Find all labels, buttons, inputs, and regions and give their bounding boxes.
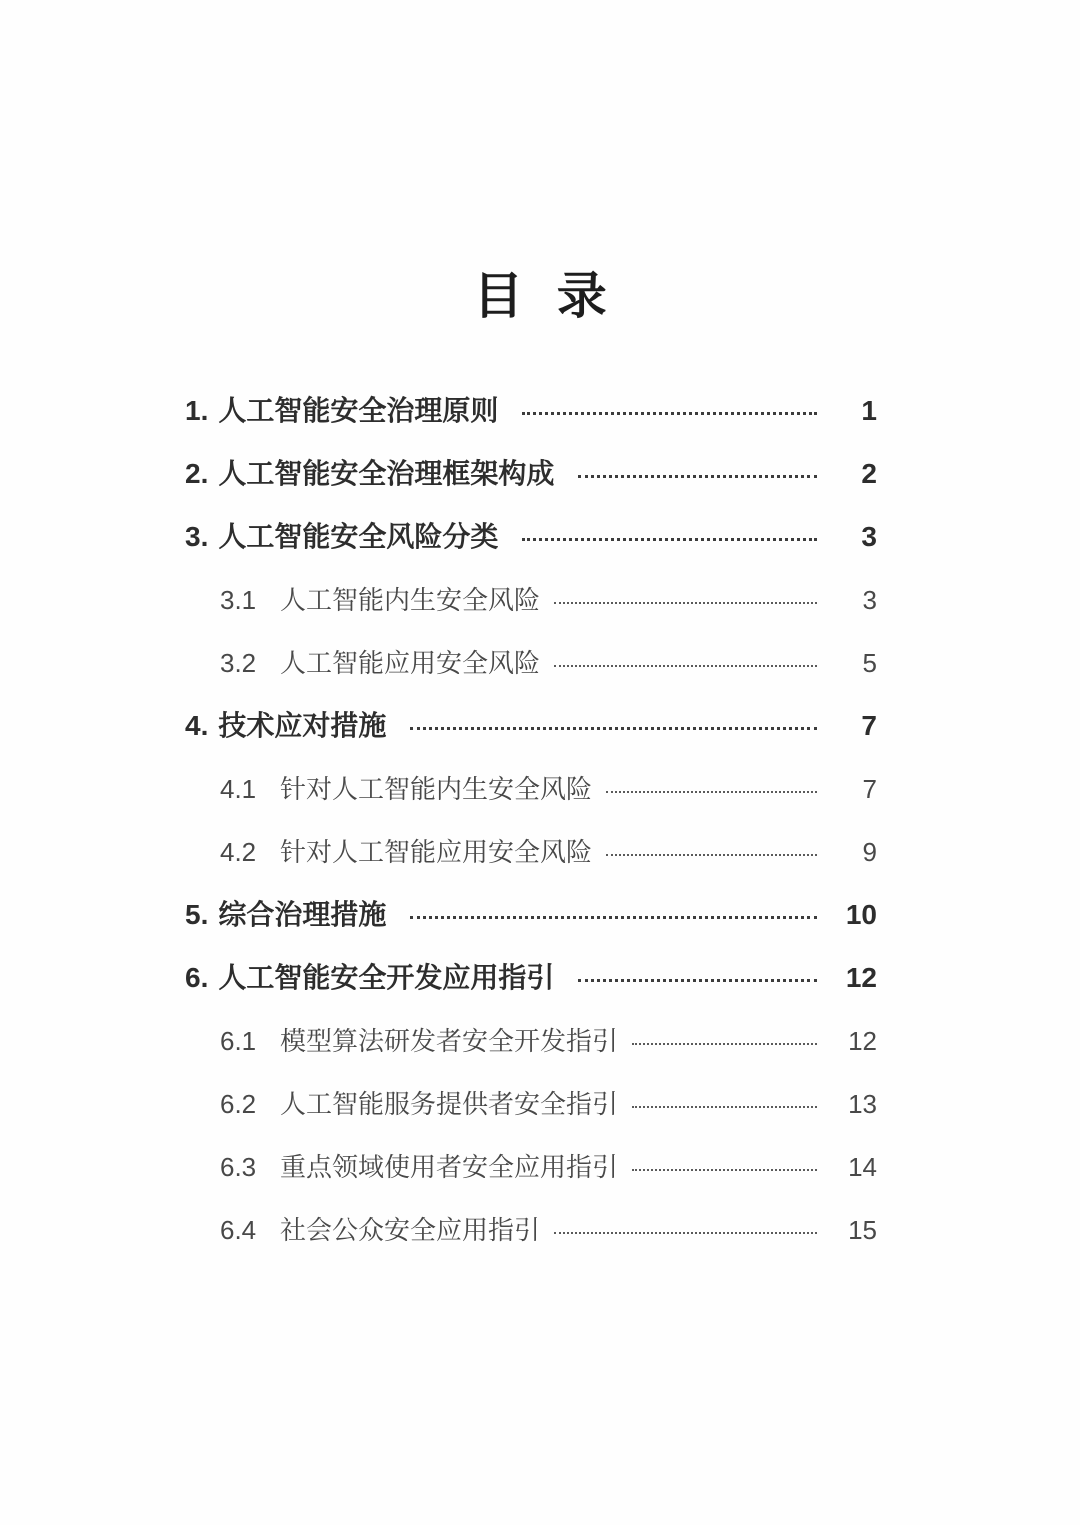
toc-entry-number: 4.2 bbox=[220, 837, 257, 867]
toc-entry bbox=[185, 1024, 877, 1058]
toc-entry bbox=[185, 709, 877, 743]
toc-entry-number: 4. bbox=[185, 710, 209, 741]
toc-entry-page: 2 bbox=[861, 458, 877, 489]
toc-entry-page: 3 bbox=[861, 521, 877, 552]
toc-entry-number: 6. bbox=[185, 962, 209, 993]
toc-entry-page: 1 bbox=[861, 395, 877, 426]
toc-entry bbox=[185, 1150, 877, 1184]
toc-entry-number: 6.3 bbox=[220, 1152, 257, 1182]
toc-entry-page: 10 bbox=[845, 899, 877, 930]
toc-entry-page: 5 bbox=[862, 648, 877, 678]
dot-leader bbox=[606, 854, 817, 856]
toc-entry-page: 14 bbox=[848, 1152, 877, 1182]
dot-leader bbox=[410, 727, 817, 730]
toc-entry-label: 人工智能应用安全风险 bbox=[280, 648, 541, 678]
dot-leader bbox=[606, 791, 817, 793]
toc-entry bbox=[185, 520, 877, 554]
toc-entry bbox=[185, 1087, 877, 1121]
toc-entry-page: 12 bbox=[848, 1026, 877, 1056]
toc-entry-number: 6.4 bbox=[220, 1215, 257, 1245]
toc-entry-label: 人工智能安全风险分类 bbox=[218, 521, 499, 552]
toc-entry-label: 人工智能安全开发应用指引 bbox=[218, 962, 555, 993]
toc-entry bbox=[185, 457, 877, 491]
toc-entry bbox=[185, 898, 877, 932]
toc-entry-page: 7 bbox=[861, 710, 877, 741]
dot-leader bbox=[410, 916, 817, 919]
page-title: 目 录 bbox=[473, 266, 615, 325]
toc-entry-number: 1. bbox=[185, 395, 209, 426]
dot-leader bbox=[522, 412, 817, 415]
toc-entry bbox=[185, 835, 877, 869]
toc-entry-label: 针对人工智能应用安全风险 bbox=[280, 837, 593, 867]
toc-entry bbox=[185, 1213, 877, 1247]
toc-entry-page: 3 bbox=[862, 585, 877, 615]
toc-entry-number: 2. bbox=[185, 458, 209, 489]
toc-entry-page: 7 bbox=[862, 774, 877, 804]
toc-entry bbox=[185, 583, 877, 617]
dot-leader bbox=[554, 665, 817, 667]
toc-entry-label: 模型算法研发者安全开发指引 bbox=[280, 1026, 619, 1056]
toc-entry bbox=[185, 646, 877, 680]
toc-entry-label: 人工智能安全治理框架构成 bbox=[218, 458, 555, 489]
toc-entry-page: 15 bbox=[848, 1215, 877, 1245]
toc-entry-label: 针对人工智能内生安全风险 bbox=[280, 774, 593, 804]
toc-entry-label: 人工智能安全治理原则 bbox=[218, 395, 499, 426]
toc-entry-number: 5. bbox=[185, 899, 209, 930]
toc-entry bbox=[185, 772, 877, 806]
toc-entry-number: 3. bbox=[185, 521, 209, 552]
toc-entry-label: 人工智能内生安全风险 bbox=[280, 585, 541, 615]
toc-entry-number: 6.2 bbox=[220, 1089, 257, 1119]
toc-entry-label: 人工智能服务提供者安全指引 bbox=[280, 1089, 619, 1119]
toc-entry bbox=[185, 961, 877, 995]
dot-leader bbox=[632, 1106, 817, 1108]
toc-entry-page: 9 bbox=[862, 837, 877, 867]
toc-entry-label: 重点领域使用者安全应用指引 bbox=[280, 1152, 619, 1182]
toc-entry-number: 6.1 bbox=[220, 1026, 257, 1056]
toc-entry-number: 4.1 bbox=[220, 774, 257, 804]
dot-leader bbox=[578, 475, 817, 478]
toc-entry-number: 3.1 bbox=[220, 585, 257, 615]
toc-list bbox=[185, 394, 877, 1276]
dot-leader bbox=[632, 1169, 817, 1171]
dot-leader bbox=[632, 1043, 817, 1045]
dot-leader bbox=[522, 538, 817, 541]
toc-entry-page: 13 bbox=[848, 1089, 877, 1119]
dot-leader bbox=[578, 979, 817, 982]
toc-entry-number: 3.2 bbox=[220, 648, 257, 678]
toc-entry-label: 技术应对措施 bbox=[218, 710, 387, 741]
toc-entry-label: 社会公众安全应用指引 bbox=[280, 1215, 541, 1245]
toc-entry-page: 12 bbox=[845, 962, 877, 993]
dot-leader bbox=[554, 602, 817, 604]
toc-entry-label: 综合治理措施 bbox=[218, 899, 387, 930]
dot-leader bbox=[554, 1232, 817, 1234]
toc-entry bbox=[185, 394, 877, 428]
